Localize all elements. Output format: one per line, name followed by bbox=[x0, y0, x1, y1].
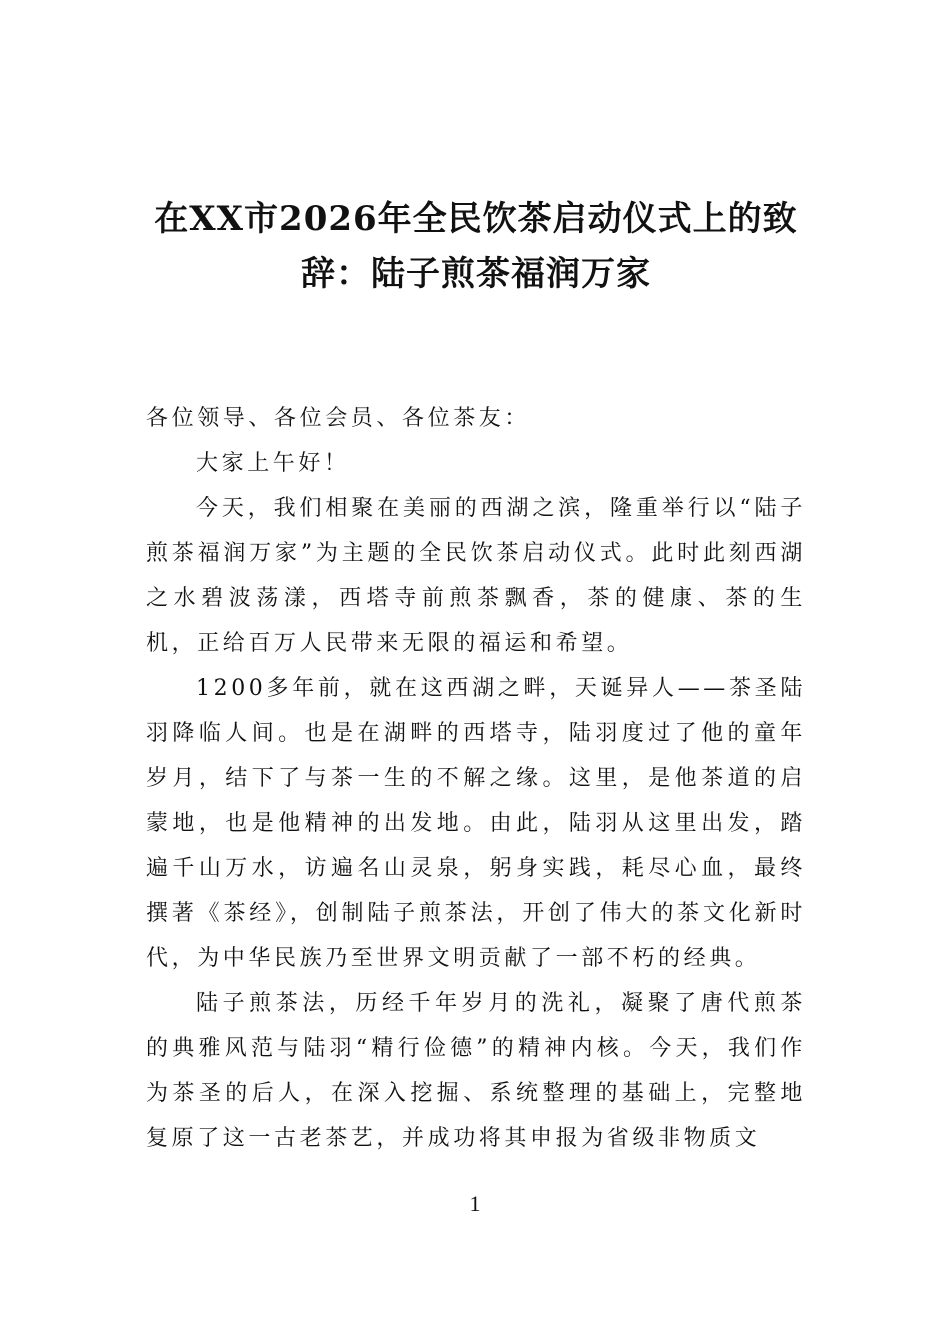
salutation: 各位领导、各位会员、各位茶友： bbox=[146, 406, 531, 431]
paragraph-greeting: 大家上午好！ bbox=[196, 451, 350, 476]
paragraph-opening: 今天，我们相聚在美丽的西湖之滨，隆重举行以“陆子煎茶福润万家”为主题的全民饮茶启动仪式。此时此刻西湖之水碧波荡漾，西塔寺前煎茶飘香，茶的健康、茶的生机，正给百万人民带来无限的福运和希望。 bbox=[146, 496, 806, 656]
document-title: 在XX市2026年全民饮茶启动仪式上的致辞：陆子煎茶福润万家 bbox=[154, 199, 798, 294]
paragraph-history: 1200多年前，就在这西湖之畔，天诞异人——茶圣陆羽降临人间。也是在湖畔的西塔寺，陆羽度过了他的童年岁月，结下了与茶一生的不解之缘。这里，是他茶道的启蒙地，也是他精神的出发地。由此，陆羽从这里出发，踏遍千山万水，访遍名山灵泉，躬身实践，耗尽心血，最终撰著《茶经》，创制陆子煎茶法，开创了伟大的茶文化新时代，为中华民族乃至世界文明贡献了一部不朽的经典。 bbox=[146, 676, 806, 971]
document-body bbox=[146, 396, 806, 1161]
page-number: 1 bbox=[469, 1191, 481, 1216]
paragraph-method: 陆子煎茶法，历经千年岁月的洗礼，凝聚了唐代煎茶的典雅风范与陆羽“精行俭德”的精神内核。今天，我们作为茶圣的后人，在深入挖掘、系统整理的基础上，完整地复原了这一古老茶艺，并成功将其申报为省级非物质文 bbox=[146, 991, 806, 1151]
